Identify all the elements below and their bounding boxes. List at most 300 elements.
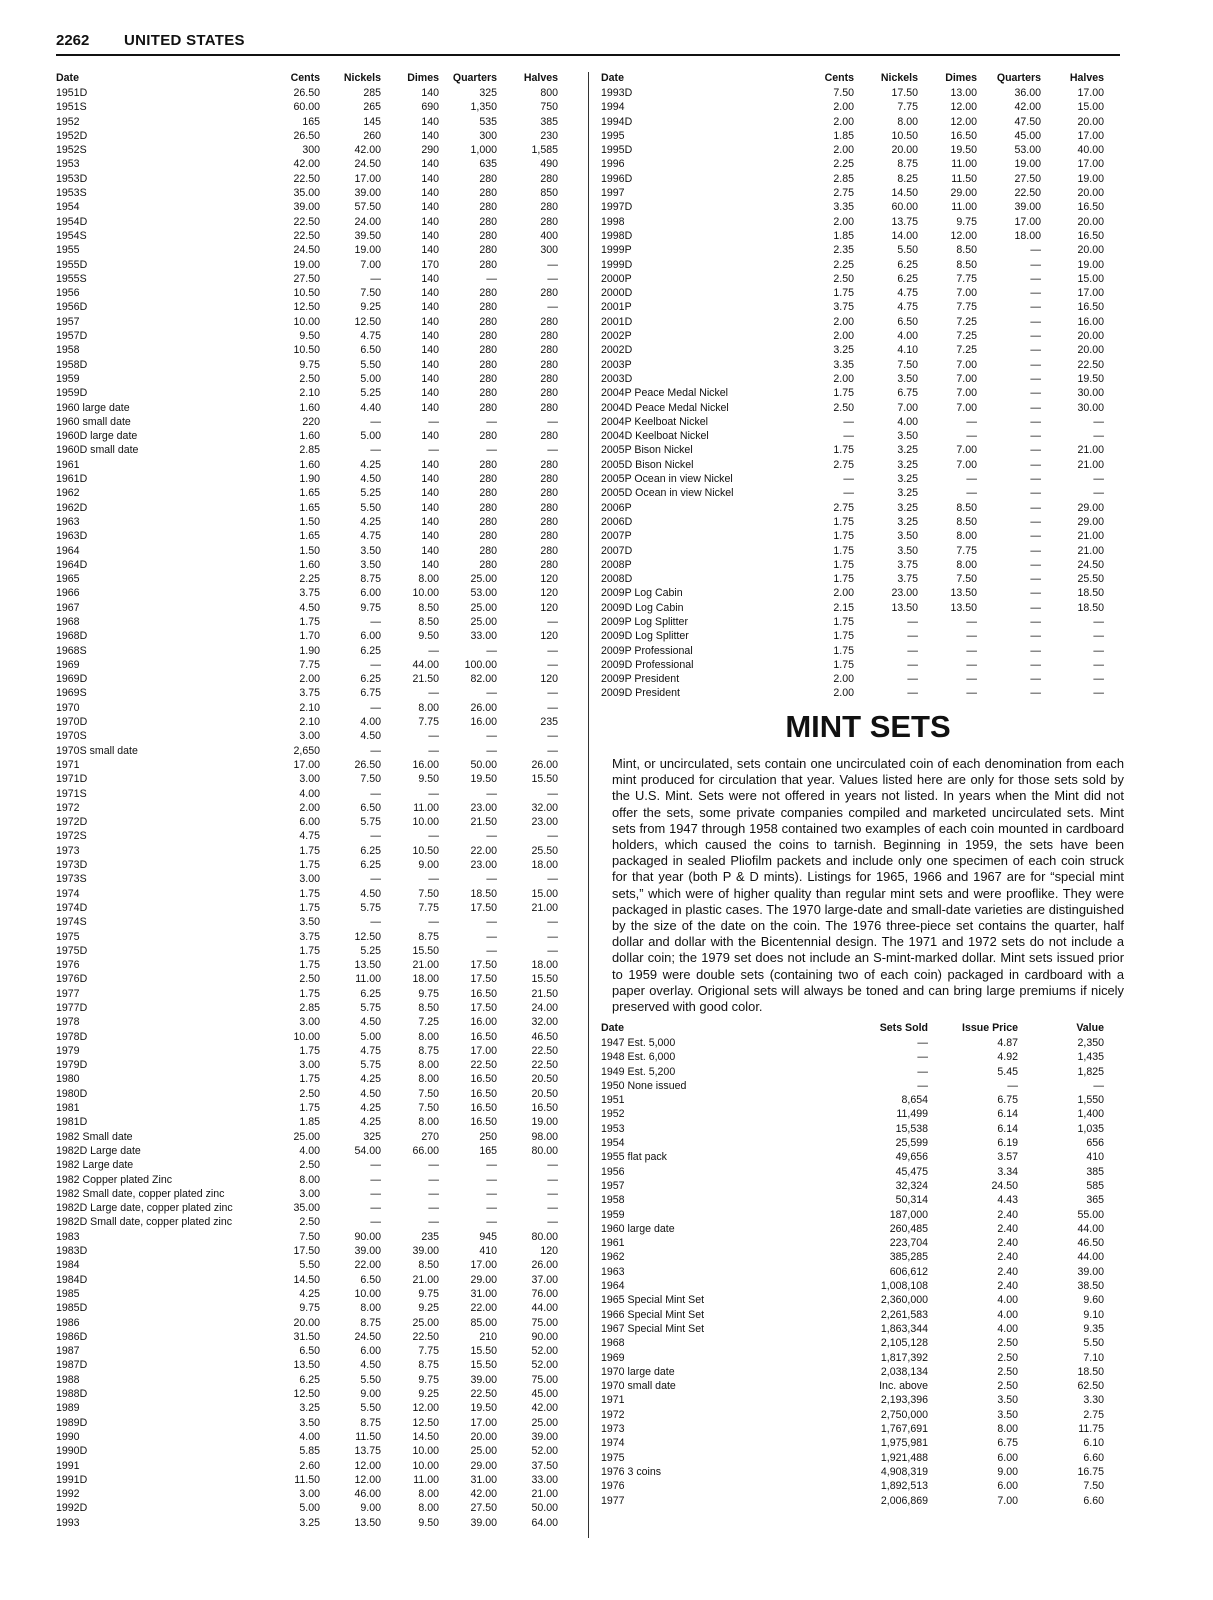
table-row bbox=[601, 1279, 1104, 1293]
table-row bbox=[56, 515, 558, 529]
value-cell: 7.75 bbox=[418, 901, 439, 914]
value-cell: 19.00 bbox=[354, 244, 381, 257]
date-cell: 1973S bbox=[56, 873, 87, 886]
value-cell: 290 bbox=[421, 144, 439, 157]
table-row bbox=[56, 829, 558, 843]
value-cell: 1.75 bbox=[833, 530, 854, 543]
value-cell: 11.00 bbox=[951, 201, 977, 214]
value-cell: 140 bbox=[421, 401, 439, 414]
value-cell: 8.00 bbox=[418, 1502, 439, 1515]
value-cell: 15.50 bbox=[470, 1359, 497, 1372]
value-cell: 7.50 bbox=[418, 887, 439, 900]
value-cell: 120 bbox=[540, 1245, 558, 1258]
table-row bbox=[56, 1215, 558, 1229]
table-row bbox=[56, 1201, 558, 1215]
table-row bbox=[601, 1393, 1104, 1407]
value-cell: 3.50 bbox=[997, 1394, 1018, 1407]
value-cell: 7.50 bbox=[360, 773, 381, 786]
value-cell: — bbox=[547, 644, 558, 657]
value-cell: 14.00 bbox=[891, 229, 918, 242]
date-cell: 1955S bbox=[56, 272, 87, 285]
value-cell: 18.00 bbox=[412, 973, 439, 986]
value-cell: — bbox=[966, 630, 977, 643]
value-cell: 140 bbox=[421, 158, 439, 171]
value-cell: — bbox=[1093, 687, 1104, 700]
table-row bbox=[56, 243, 558, 257]
date-cell: 1989D bbox=[56, 1416, 88, 1429]
value-cell: 7.75 bbox=[418, 1345, 439, 1358]
table-row bbox=[601, 1451, 1104, 1465]
date-cell: 1962 bbox=[56, 487, 80, 500]
value-cell: 40.00 bbox=[1077, 144, 1104, 157]
value-cell: 20.00 bbox=[891, 144, 918, 157]
value-cell: 3.50 bbox=[897, 372, 918, 385]
value-cell: 22.50 bbox=[470, 1059, 497, 1072]
date-cell: 1975D bbox=[56, 944, 88, 957]
value-cell: 21.00 bbox=[1077, 458, 1104, 471]
value-cell: 52.00 bbox=[531, 1345, 558, 1358]
value-cell: — bbox=[370, 1159, 381, 1172]
value-cell: 9.00 bbox=[418, 859, 439, 872]
date-cell: 1952D bbox=[56, 129, 88, 142]
value-cell: 9.75 bbox=[299, 358, 320, 371]
table-row bbox=[56, 1044, 558, 1058]
value-cell: 1,892,513 bbox=[880, 1480, 928, 1493]
date-cell: 1953D bbox=[56, 172, 88, 185]
date-cell: 1958 bbox=[601, 1194, 625, 1207]
table-row bbox=[56, 286, 558, 300]
value-cell: 280 bbox=[540, 501, 558, 514]
value-cell: 120 bbox=[540, 573, 558, 586]
table-row bbox=[56, 1473, 558, 1487]
table-row bbox=[56, 1187, 558, 1201]
table-row bbox=[56, 129, 558, 143]
table-row bbox=[601, 1093, 1104, 1107]
value-cell: 9.10 bbox=[1083, 1308, 1104, 1321]
value-cell: — bbox=[486, 272, 497, 285]
date-cell: 2001D bbox=[601, 315, 633, 328]
value-cell: — bbox=[370, 1202, 381, 1215]
value-cell: 2.40 bbox=[997, 1208, 1018, 1221]
value-cell: 1,435 bbox=[1077, 1051, 1104, 1064]
value-cell: — bbox=[843, 430, 854, 443]
table-row bbox=[601, 329, 1104, 343]
table-row bbox=[56, 844, 558, 858]
value-cell: 20.00 bbox=[1077, 330, 1104, 343]
date-cell: 1992 bbox=[56, 1488, 80, 1501]
value-cell: 2,038,134 bbox=[880, 1365, 928, 1378]
value-cell: 11.50 bbox=[951, 172, 977, 185]
table-row bbox=[56, 258, 558, 272]
value-cell: 5.75 bbox=[360, 1002, 381, 1014]
value-cell: 7.00 bbox=[956, 458, 977, 471]
value-cell: 5.45 bbox=[997, 1065, 1018, 1078]
value-cell: 1,008,108 bbox=[880, 1280, 928, 1293]
date-cell: 1955 bbox=[56, 244, 80, 257]
date-cell: 1977 bbox=[56, 987, 80, 1000]
value-cell: 4.50 bbox=[360, 1359, 381, 1372]
table-row bbox=[601, 1122, 1104, 1136]
value-cell: 140 bbox=[421, 187, 439, 200]
value-cell: — bbox=[1030, 258, 1041, 271]
table-row bbox=[56, 1287, 558, 1301]
table-row bbox=[601, 358, 1104, 372]
value-cell: 280 bbox=[479, 187, 497, 200]
date-cell: 1964 bbox=[601, 1280, 625, 1293]
date-cell: 1981 bbox=[56, 1102, 80, 1115]
value-cell: 1.75 bbox=[833, 630, 854, 643]
value-cell: 280 bbox=[479, 358, 497, 371]
value-cell: 1.75 bbox=[299, 959, 320, 972]
value-cell: 280 bbox=[540, 287, 558, 300]
table-row bbox=[601, 1065, 1104, 1079]
value-cell: 140 bbox=[421, 430, 439, 443]
value-cell: 26.00 bbox=[470, 701, 497, 714]
value-cell: 4.40 bbox=[360, 401, 381, 414]
value-cell: 85.00 bbox=[470, 1316, 497, 1329]
value-cell: 5.00 bbox=[360, 1030, 381, 1043]
value-cell: 15.00 bbox=[1077, 101, 1104, 114]
date-cell: 1976D bbox=[56, 973, 88, 986]
value-cell: 6.14 bbox=[997, 1108, 1018, 1121]
value-cell: 4.75 bbox=[897, 301, 918, 314]
value-cell: 80.00 bbox=[531, 1144, 558, 1157]
value-cell: 25,599 bbox=[895, 1137, 928, 1150]
table-row bbox=[601, 615, 1104, 629]
value-cell: 80.00 bbox=[531, 1230, 558, 1243]
value-cell: — bbox=[547, 787, 558, 800]
table-row bbox=[56, 887, 558, 901]
value-cell: 280 bbox=[540, 458, 558, 471]
date-cell: 1954 bbox=[601, 1137, 625, 1150]
value-cell: 1.75 bbox=[299, 859, 320, 872]
value-cell: 32.00 bbox=[531, 801, 558, 814]
value-cell: 6.75 bbox=[897, 387, 918, 400]
table-row bbox=[56, 601, 558, 615]
date-cell: 1953 bbox=[56, 158, 80, 171]
value-cell: 140 bbox=[421, 344, 439, 357]
table-row bbox=[56, 801, 558, 815]
value-cell: 9.00 bbox=[360, 1388, 381, 1401]
value-cell: 140 bbox=[421, 215, 439, 228]
table-row bbox=[56, 1144, 558, 1158]
date-cell: 1982 Copper plated Zinc bbox=[56, 1173, 173, 1186]
date-cell: 2005D Ocean in view Nickel bbox=[601, 487, 734, 500]
date-cell: 1968S bbox=[56, 644, 87, 657]
table-row bbox=[56, 1444, 558, 1458]
value-cell: — bbox=[547, 1187, 558, 1200]
table-row bbox=[56, 701, 558, 715]
value-cell: — bbox=[428, 444, 439, 457]
value-cell: 3.00 bbox=[299, 1488, 320, 1501]
value-cell: 140 bbox=[421, 358, 439, 371]
page-title: UNITED STATES bbox=[124, 32, 245, 49]
table-row bbox=[56, 1516, 558, 1530]
value-cell: 210 bbox=[479, 1330, 497, 1343]
value-cell: — bbox=[1030, 287, 1041, 300]
value-cell: 19.50 bbox=[1077, 372, 1104, 385]
value-cell: 2.40 bbox=[997, 1280, 1018, 1293]
value-cell: 23.00 bbox=[531, 816, 558, 829]
value-cell: 690 bbox=[421, 101, 439, 114]
value-cell: 490 bbox=[540, 158, 558, 171]
date-cell: 1990D bbox=[56, 1445, 88, 1458]
date-cell: 1963D bbox=[56, 530, 88, 543]
value-cell: 5.25 bbox=[360, 387, 381, 400]
value-cell: 17.50 bbox=[470, 901, 497, 914]
table-row bbox=[56, 358, 558, 372]
value-cell: 60.00 bbox=[891, 201, 918, 214]
value-cell: 1.85 bbox=[833, 129, 854, 142]
value-cell: 16.50 bbox=[470, 1087, 497, 1100]
table-row bbox=[56, 157, 558, 171]
value-cell: 6.50 bbox=[360, 344, 381, 357]
value-cell: 140 bbox=[421, 558, 439, 571]
value-cell: — bbox=[547, 873, 558, 886]
value-cell: 1.60 bbox=[299, 430, 320, 443]
value-cell: — bbox=[370, 1173, 381, 1186]
date-cell: 1988 bbox=[56, 1373, 80, 1386]
column-header: Value bbox=[1076, 1021, 1104, 1034]
date-cell: 1951S bbox=[56, 101, 87, 114]
date-cell: 1959 bbox=[56, 372, 80, 385]
table-row bbox=[601, 100, 1104, 114]
value-cell: — bbox=[1030, 573, 1041, 586]
value-cell: 280 bbox=[479, 301, 497, 314]
value-cell: 1.50 bbox=[299, 544, 320, 557]
value-cell: 280 bbox=[479, 387, 497, 400]
column-header: Date bbox=[601, 71, 624, 84]
value-cell: 250 bbox=[479, 1130, 497, 1143]
value-cell: 35.00 bbox=[293, 1202, 320, 1215]
value-cell: 18.50 bbox=[470, 887, 497, 900]
value-cell: 22.50 bbox=[1014, 187, 1041, 200]
value-cell: 15.00 bbox=[1077, 272, 1104, 285]
date-cell: 1974D bbox=[56, 901, 88, 914]
table-row bbox=[56, 715, 558, 729]
date-cell: 1996D bbox=[601, 172, 633, 185]
value-cell: 17.50 bbox=[470, 959, 497, 972]
value-cell: 3.25 bbox=[897, 501, 918, 514]
date-cell: 1960D small date bbox=[56, 444, 139, 457]
value-cell: 5.50 bbox=[360, 501, 381, 514]
value-cell: 280 bbox=[479, 473, 497, 486]
value-cell: 2.00 bbox=[833, 673, 854, 686]
value-cell: 44.00 bbox=[531, 1302, 558, 1315]
value-cell: — bbox=[370, 916, 381, 929]
value-cell: 7.25 bbox=[956, 330, 977, 343]
value-cell: 265 bbox=[363, 101, 381, 114]
value-cell: 16.50 bbox=[470, 1073, 497, 1086]
value-cell: 66.00 bbox=[412, 1144, 439, 1157]
value-cell: — bbox=[917, 1051, 928, 1064]
value-cell: 22.50 bbox=[1077, 358, 1104, 371]
value-cell: 18.00 bbox=[531, 959, 558, 972]
value-cell: 280 bbox=[479, 544, 497, 557]
value-cell: 3.50 bbox=[360, 558, 381, 571]
date-cell: 2009P Log Cabin bbox=[601, 587, 683, 600]
value-cell: — bbox=[486, 644, 497, 657]
value-cell: 2,360,000 bbox=[880, 1294, 928, 1307]
date-cell: 2004D Keelboat Nickel bbox=[601, 430, 709, 443]
value-cell: — bbox=[1030, 515, 1041, 528]
table-row bbox=[601, 315, 1104, 329]
value-cell: 140 bbox=[421, 372, 439, 385]
value-cell: — bbox=[547, 1173, 558, 1186]
table-row bbox=[56, 1316, 558, 1330]
column-header: Date bbox=[601, 1021, 624, 1034]
date-cell: 2009D Log Splitter bbox=[601, 630, 689, 643]
value-cell: 140 bbox=[421, 515, 439, 528]
table-row bbox=[601, 1179, 1104, 1193]
value-cell: 53.00 bbox=[470, 587, 497, 600]
value-cell: 280 bbox=[540, 358, 558, 371]
value-cell: — bbox=[1030, 530, 1041, 543]
value-cell: 280 bbox=[479, 558, 497, 571]
table-row bbox=[56, 872, 558, 886]
value-cell: 11.00 bbox=[951, 158, 977, 171]
value-cell: — bbox=[486, 1216, 497, 1229]
column-header: Halves bbox=[523, 71, 558, 84]
value-cell: 18.00 bbox=[531, 859, 558, 872]
table-row bbox=[601, 1050, 1104, 1064]
value-cell: 1.75 bbox=[299, 1073, 320, 1086]
table-row bbox=[601, 672, 1104, 686]
value-cell: 7.75 bbox=[956, 544, 977, 557]
value-cell: 280 bbox=[540, 544, 558, 557]
value-cell: 53.00 bbox=[1014, 144, 1041, 157]
value-cell: 7.75 bbox=[956, 272, 977, 285]
value-cell: 3.50 bbox=[299, 1416, 320, 1429]
value-cell: 15.50 bbox=[531, 773, 558, 786]
table-row bbox=[56, 1101, 558, 1115]
table-row bbox=[601, 1422, 1104, 1436]
table-row bbox=[601, 1036, 1104, 1050]
mint-sets-table bbox=[601, 1020, 1104, 1508]
table-row bbox=[56, 686, 558, 700]
value-cell: 5.50 bbox=[1083, 1337, 1104, 1350]
value-cell: 10.50 bbox=[293, 344, 320, 357]
value-cell: — bbox=[370, 444, 381, 457]
value-cell: 11.50 bbox=[355, 1430, 381, 1443]
value-cell: — bbox=[486, 730, 497, 743]
value-cell: 325 bbox=[363, 1130, 381, 1143]
value-cell: — bbox=[1030, 587, 1041, 600]
value-cell: 9.00 bbox=[360, 1502, 381, 1515]
value-cell: 6.50 bbox=[360, 1273, 381, 1286]
date-cell: 2009D Log Cabin bbox=[601, 601, 684, 614]
value-cell: — bbox=[1030, 687, 1041, 700]
value-cell: 4.00 bbox=[997, 1294, 1018, 1307]
table-row bbox=[56, 958, 558, 972]
value-cell: 19.50 bbox=[470, 773, 497, 786]
value-cell: — bbox=[1093, 630, 1104, 643]
value-cell: 280 bbox=[479, 215, 497, 228]
value-cell: 230 bbox=[540, 129, 558, 142]
table-row bbox=[56, 343, 558, 357]
table-row bbox=[56, 300, 558, 314]
table-row bbox=[56, 200, 558, 214]
date-cell: 1965 bbox=[56, 573, 80, 586]
value-cell: — bbox=[843, 415, 854, 428]
date-cell: 1965 Special Mint Set bbox=[601, 1294, 705, 1307]
value-cell: 140 bbox=[421, 87, 439, 99]
value-cell: 6.50 bbox=[897, 315, 918, 328]
value-cell: 140 bbox=[421, 115, 439, 128]
value-cell: 2.35 bbox=[833, 244, 854, 257]
value-cell: 6.25 bbox=[299, 1373, 320, 1386]
date-cell: 1963 bbox=[56, 515, 80, 528]
value-cell: 280 bbox=[479, 458, 497, 471]
date-cell: 2008D bbox=[601, 573, 633, 586]
value-cell: 16.00 bbox=[412, 758, 439, 771]
table-row bbox=[56, 930, 558, 944]
value-cell: 1.60 bbox=[299, 558, 320, 571]
value-cell: 280 bbox=[479, 244, 497, 257]
value-cell: 15.00 bbox=[531, 887, 558, 900]
value-cell: — bbox=[1030, 644, 1041, 657]
value-cell: 1.75 bbox=[833, 444, 854, 457]
value-cell: 223,704 bbox=[889, 1237, 928, 1250]
value-cell: 3.25 bbox=[897, 458, 918, 471]
value-cell: 13.00 bbox=[950, 87, 977, 99]
value-cell: 25.50 bbox=[1077, 573, 1104, 586]
value-cell: 37.00 bbox=[531, 1273, 558, 1286]
date-cell: 1998D bbox=[601, 229, 633, 242]
value-cell: 1.60 bbox=[299, 401, 320, 414]
table-row bbox=[601, 1379, 1104, 1393]
value-cell: 280 bbox=[540, 215, 558, 228]
value-cell: 140 bbox=[421, 387, 439, 400]
value-cell: 27.50 bbox=[293, 272, 320, 285]
value-cell: 26.50 bbox=[293, 129, 320, 142]
value-cell: 11.00 bbox=[413, 801, 439, 814]
value-cell: 140 bbox=[421, 473, 439, 486]
date-cell: 1970 large date bbox=[601, 1365, 675, 1378]
value-cell: — bbox=[547, 830, 558, 843]
table-row bbox=[56, 100, 558, 114]
date-cell: 1964D bbox=[56, 558, 88, 571]
table-row bbox=[56, 1373, 558, 1387]
value-cell: 2.00 bbox=[833, 687, 854, 700]
value-cell: — bbox=[966, 430, 977, 443]
value-cell: 22.50 bbox=[293, 172, 320, 185]
value-cell: 10.00 bbox=[412, 1445, 439, 1458]
value-cell: 3.30 bbox=[1083, 1394, 1104, 1407]
value-cell: 2.50 bbox=[997, 1337, 1018, 1350]
date-cell: 1984D bbox=[56, 1273, 88, 1286]
table-row bbox=[601, 415, 1104, 429]
date-cell: 1971 bbox=[601, 1394, 625, 1407]
date-cell: 1968 bbox=[56, 615, 80, 628]
value-cell: 18.00 bbox=[1014, 229, 1041, 242]
value-cell: — bbox=[1093, 1079, 1104, 1092]
value-cell: 140 bbox=[421, 530, 439, 543]
value-cell: 280 bbox=[540, 430, 558, 443]
value-cell: — bbox=[486, 916, 497, 929]
value-cell: — bbox=[370, 873, 381, 886]
value-cell: — bbox=[917, 1037, 928, 1049]
table-row bbox=[56, 1244, 558, 1258]
value-cell: — bbox=[370, 615, 381, 628]
value-cell: 1,400 bbox=[1077, 1108, 1104, 1121]
value-cell: — bbox=[966, 673, 977, 686]
table-row bbox=[601, 443, 1104, 457]
value-cell: 20.00 bbox=[1077, 344, 1104, 357]
value-cell: 42.00 bbox=[531, 1402, 558, 1415]
value-cell: 2.50 bbox=[997, 1351, 1018, 1364]
value-cell: 42.00 bbox=[1014, 101, 1041, 114]
